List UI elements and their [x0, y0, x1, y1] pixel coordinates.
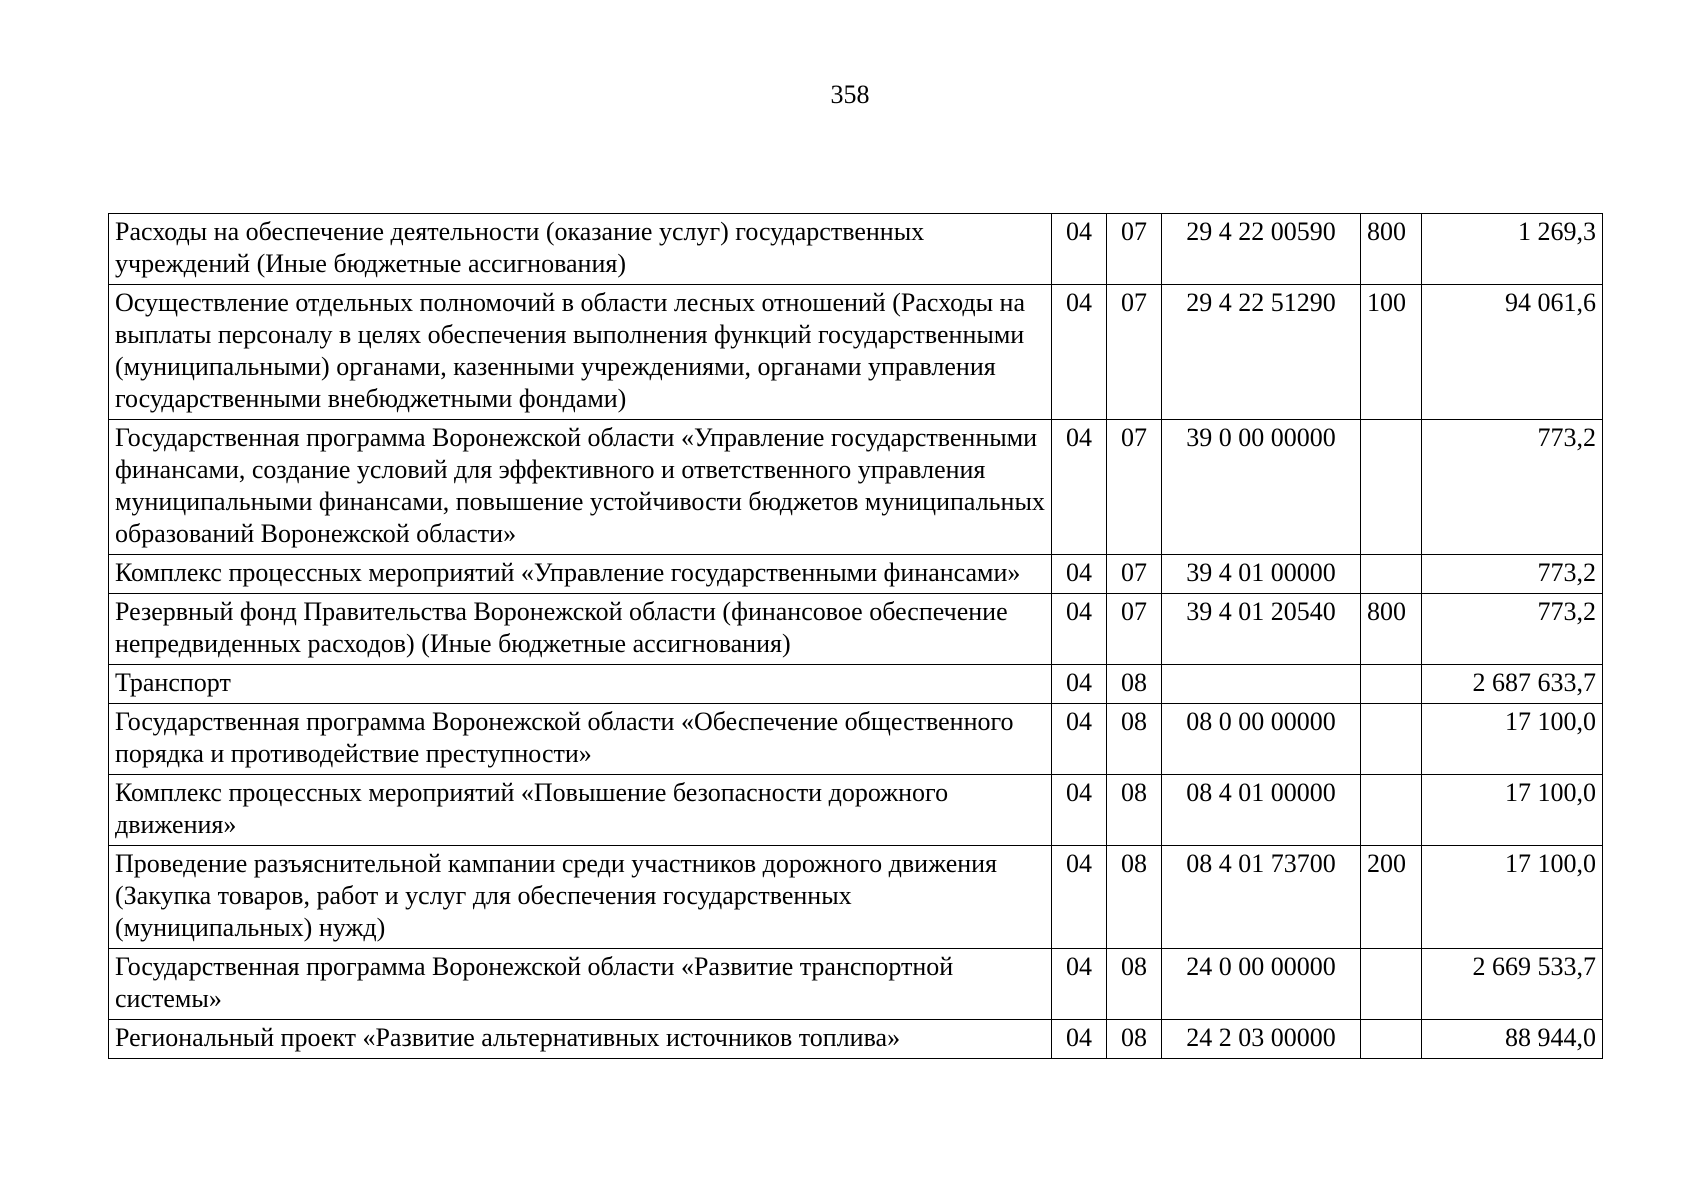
table-row [109, 285, 1603, 420]
row-description: Комплекс процессных мероприятий «Повышение безопасности дорожного движения» [109, 775, 1052, 846]
row-target-article-code: 08 4 01 73700 [1162, 846, 1361, 949]
row-expense-type-code [1361, 420, 1422, 555]
row-expense-type-code [1361, 1020, 1422, 1059]
row-amount: 17 100,0 [1422, 704, 1603, 775]
table-row [109, 846, 1603, 949]
row-description: Региональный проект «Развитие альтернативных источников топлива» [109, 1020, 1052, 1059]
row-section-code: 04 [1052, 214, 1107, 285]
table-row [109, 1020, 1603, 1059]
row-expense-type-code: 800 [1361, 594, 1422, 665]
row-amount: 2 687 633,7 [1422, 665, 1603, 704]
row-expense-type-code [1361, 555, 1422, 594]
row-subsection-code: 07 [1107, 214, 1162, 285]
row-section-code: 04 [1052, 846, 1107, 949]
row-subsection-code: 08 [1107, 846, 1162, 949]
row-target-article-code: 39 0 00 00000 [1162, 420, 1361, 555]
row-section-code: 04 [1052, 665, 1107, 704]
row-description: Расходы на обеспечение деятельности (оказание услуг) государственных учреждений (Иные бюджетные ассигнования) [109, 214, 1052, 285]
row-subsection-code: 08 [1107, 1020, 1162, 1059]
row-section-code: 04 [1052, 594, 1107, 665]
row-target-article-code: 08 4 01 00000 [1162, 775, 1361, 846]
budget-table [108, 213, 1603, 1059]
row-subsection-code: 07 [1107, 555, 1162, 594]
row-section-code: 04 [1052, 775, 1107, 846]
row-amount: 773,2 [1422, 420, 1603, 555]
row-target-article-code: 29 4 22 51290 [1162, 285, 1361, 420]
row-target-article-code: 08 0 00 00000 [1162, 704, 1361, 775]
row-amount: 2 669 533,7 [1422, 949, 1603, 1020]
row-amount: 94 061,6 [1422, 285, 1603, 420]
row-amount: 773,2 [1422, 555, 1603, 594]
table-row [109, 420, 1603, 555]
row-target-article-code: 24 2 03 00000 [1162, 1020, 1361, 1059]
row-description: Резервный фонд Правительства Воронежской области (финансовое обеспечение непредвиденных расходов) (Иные бюджетные ассигнования) [109, 594, 1052, 665]
row-target-article-code: 39 4 01 00000 [1162, 555, 1361, 594]
row-section-code: 04 [1052, 285, 1107, 420]
row-amount: 773,2 [1422, 594, 1603, 665]
table-row [109, 594, 1603, 665]
table-row [109, 555, 1603, 594]
row-description: Государственная программа Воронежской области «Управление государственными финансами, создание условий для эффективного и ответственного управления муниципальными финансами, повышение устойчивости бюджетов муниципальных образований Воронежской области» [109, 420, 1052, 555]
row-amount: 88 944,0 [1422, 1020, 1603, 1059]
row-amount: 17 100,0 [1422, 775, 1603, 846]
row-section-code: 04 [1052, 420, 1107, 555]
row-expense-type-code [1361, 775, 1422, 846]
row-subsection-code: 07 [1107, 285, 1162, 420]
row-section-code: 04 [1052, 704, 1107, 775]
table-row [109, 949, 1603, 1020]
row-section-code: 04 [1052, 555, 1107, 594]
row-description: Комплекс процессных мероприятий «Управление государственными финансами» [109, 555, 1052, 594]
row-subsection-code: 07 [1107, 594, 1162, 665]
budget-table-body [109, 214, 1603, 1059]
row-target-article-code: 39 4 01 20540 [1162, 594, 1361, 665]
row-subsection-code: 08 [1107, 704, 1162, 775]
row-expense-type-code [1361, 665, 1422, 704]
row-amount: 1 269,3 [1422, 214, 1603, 285]
row-expense-type-code [1361, 949, 1422, 1020]
row-description: Транспорт [109, 665, 1052, 704]
row-expense-type-code: 800 [1361, 214, 1422, 285]
row-amount: 17 100,0 [1422, 846, 1603, 949]
row-section-code: 04 [1052, 949, 1107, 1020]
table-row [109, 665, 1603, 704]
row-description: Осуществление отдельных полномочий в области лесных отношений (Расходы на выплаты персоналу в целях обеспечения выполнения функций государственными (муниципальными) органами, казенными учреждениями, органами управления государственными внебюджетными фондами) [109, 285, 1052, 420]
row-target-article-code [1162, 665, 1361, 704]
row-subsection-code: 08 [1107, 775, 1162, 846]
row-target-article-code: 29 4 22 00590 [1162, 214, 1361, 285]
row-expense-type-code: 200 [1361, 846, 1422, 949]
page-number: 358 [830, 80, 870, 109]
table-row [109, 214, 1603, 285]
row-expense-type-code [1361, 704, 1422, 775]
row-section-code: 04 [1052, 1020, 1107, 1059]
row-subsection-code: 08 [1107, 949, 1162, 1020]
row-expense-type-code: 100 [1361, 285, 1422, 420]
row-description: Государственная программа Воронежской области «Развитие транспортной системы» [109, 949, 1052, 1020]
row-target-article-code: 24 0 00 00000 [1162, 949, 1361, 1020]
row-description: Проведение разъяснительной кампании среди участников дорожного движения (Закупка товаров, работ и услуг для обеспечения государственных (муниципальных) нужд) [109, 846, 1052, 949]
table-row [109, 775, 1603, 846]
row-subsection-code: 07 [1107, 420, 1162, 555]
row-description: Государственная программа Воронежской области «Обеспечение общественного порядка и противодействие преступности» [109, 704, 1052, 775]
row-subsection-code: 08 [1107, 665, 1162, 704]
table-row [109, 704, 1603, 775]
